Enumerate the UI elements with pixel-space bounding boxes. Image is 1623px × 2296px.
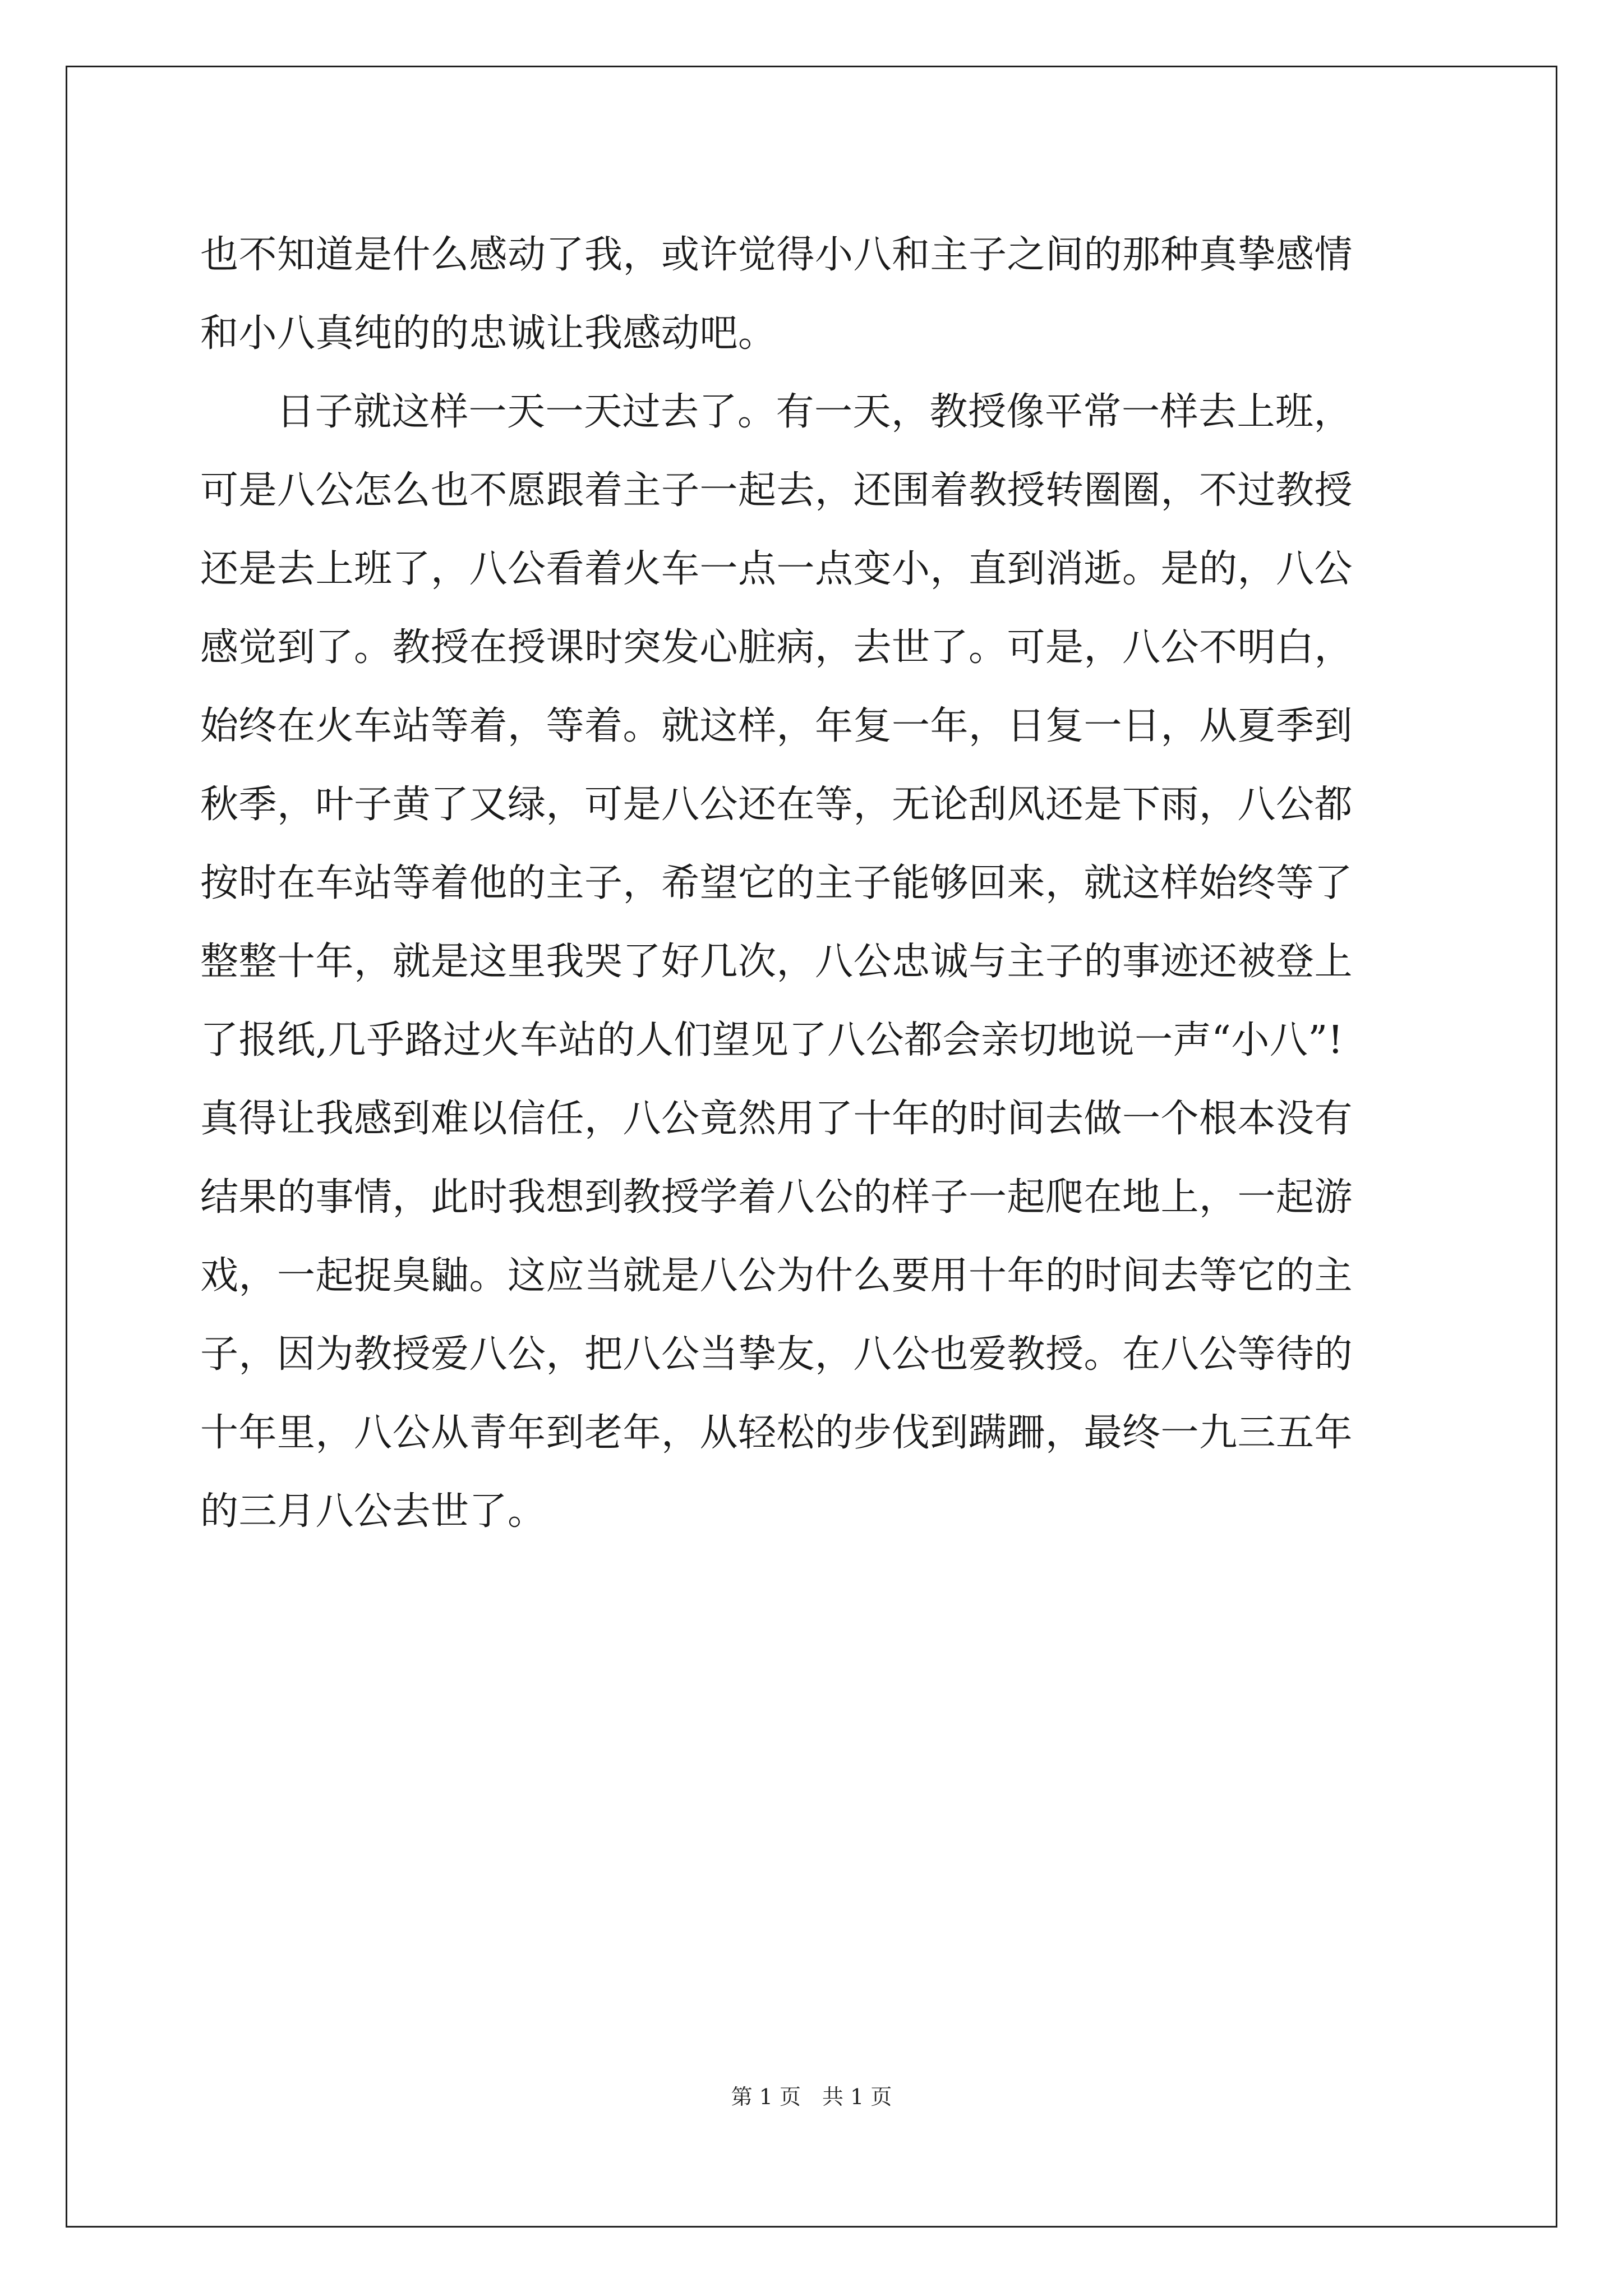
text-line: 也不知道是什么感动了我，或许觉得小八和主子之间的那种真挚感情 — [200, 233, 1353, 277]
text-line: 十年里，八公从青年到老年，从轻松的步伐到蹒跚，最终一九三五年 — [200, 1411, 1353, 1455]
document-body — [200, 216, 1431, 1551]
text-line: 秋季，叶子黄了又绿，可是八公还在等，无论刮风还是下雨，八公都 — [200, 783, 1353, 827]
text-line: 真得让我感到难以信任，八公竟然用了十年的时间去做一个根本没有 — [200, 1097, 1353, 1141]
text-line: 可是八公怎么也不愿跟着主子一起去，还围着教授转圈圈，不过教授 — [200, 468, 1353, 513]
text-line: 子，因为教授爱八公，把八公当挚友，八公也爱教授。在八公等待的 — [200, 1332, 1353, 1377]
page-number-footer: 第 1 页 共 1 页 — [731, 2085, 892, 2109]
text-line: 的三月八公去世了。 — [200, 1489, 546, 1534]
text-line: 按时在车站等着他的主子，希望它的主子能够回来，就这样始终等了 — [200, 861, 1353, 905]
text-line: 了报纸,几乎路过火车站的人们望见了八公都会亲切地说一声“小八”! — [200, 1018, 1344, 1062]
paragraph-start-line: 日子就这样一天一天过去了。有一天，教授像平常一样去上班， — [276, 390, 1353, 434]
text-line: 感觉到了。教授在授课时突发心脏病，去世了。可是，八公不明白， — [200, 625, 1353, 670]
text-line: 戏，一起捉臭鼬。这应当就是八公为什么要用十年的时间去等它的主 — [200, 1254, 1353, 1298]
text-line: 始终在火车站等着，等着。就这样，年复一年，日复一日，从夏季到 — [200, 704, 1353, 748]
text-line: 整整十年，就是这里我哭了好几次，八公忠诚与主子的事迹还被登上 — [200, 940, 1353, 984]
text-line: 结果的事情，此时我想到教授学着八公的样子一起爬在地上，一起游 — [200, 1175, 1353, 1220]
text-line: 和小八真纯的的忠诚让我感动吧。 — [200, 311, 777, 356]
text-line: 还是去上班了，八公看着火车一点一点变小，直到消逝。是的，八公 — [200, 547, 1353, 591]
